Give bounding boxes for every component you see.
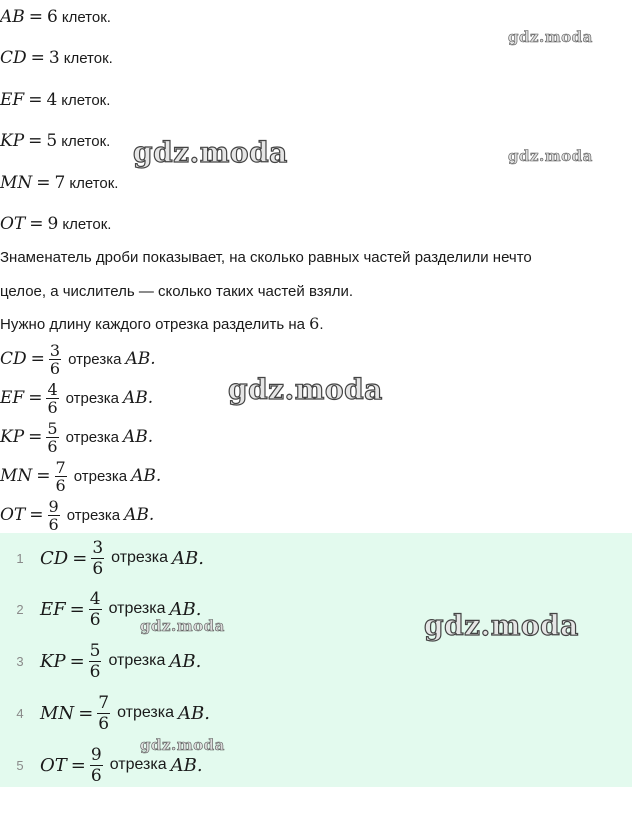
numerator: 9 <box>48 496 59 516</box>
cell-count: 9 <box>47 214 59 234</box>
segment-name: OT <box>40 754 67 776</box>
watermark: gdz.moda <box>133 136 288 169</box>
line-number: 2 <box>16 601 24 617</box>
segment-name: EF <box>40 598 66 620</box>
answer-row <box>0 636 201 686</box>
count-line-cd <box>0 45 113 71</box>
numerator: 3 <box>92 537 104 558</box>
equals-sign: = <box>69 598 85 620</box>
watermark: gdz.moda <box>508 28 593 46</box>
equals-sign: = <box>28 427 43 447</box>
fraction-word: отрезка <box>108 600 166 617</box>
cell-count: 4 <box>46 90 58 110</box>
equals-sign: = <box>30 349 45 369</box>
fraction <box>89 589 102 630</box>
answer-row <box>0 688 210 738</box>
denominator: 6 <box>47 397 58 417</box>
fraction-word: отрезка <box>66 506 121 524</box>
equals-sign: = <box>69 650 85 672</box>
line-number: 5 <box>16 757 24 773</box>
numerator: 9 <box>90 744 102 765</box>
fraction-word: отрезка <box>73 467 128 485</box>
explanation-line-1: Знаменатель дроби показывает, на сколько равных частей разделили нечто <box>0 249 532 266</box>
equals-sign: = <box>28 388 43 408</box>
cell-word: клеток. <box>69 174 119 192</box>
watermark: gdz.moda <box>140 617 225 635</box>
numerator: 5 <box>89 640 101 661</box>
fraction <box>91 538 104 579</box>
fraction <box>46 381 58 416</box>
fraction <box>49 342 61 377</box>
cell-count: 5 <box>46 131 58 151</box>
watermark: gdz.moda <box>140 736 225 754</box>
fraction-word: отрезка <box>117 704 175 721</box>
segment-name: OT <box>0 505 26 525</box>
cell-count: 3 <box>48 48 60 68</box>
cell-count: 7 <box>54 173 66 193</box>
denominator: 6 <box>90 765 102 786</box>
denominator: 6 <box>89 609 101 630</box>
divisor-number: 6 <box>309 314 320 333</box>
reference-segment: AB. <box>169 598 202 620</box>
reference-segment: AB. <box>125 349 156 369</box>
watermark: gdz.moda <box>424 609 579 642</box>
fraction-line-cd <box>0 340 156 378</box>
cell-word: клеток. <box>61 8 111 26</box>
cell-word: клеток. <box>61 91 111 109</box>
equals-sign: = <box>70 754 86 776</box>
reference-segment: AB. <box>123 388 154 408</box>
segment-name: CD <box>40 547 69 569</box>
reference-segment: AB. <box>169 650 202 672</box>
fraction <box>89 641 102 682</box>
cell-word: клеток. <box>63 49 113 67</box>
numerator: 5 <box>47 418 58 438</box>
reference-segment: AB. <box>131 466 162 486</box>
line-number: 3 <box>16 653 24 669</box>
fraction <box>46 420 58 455</box>
segment-name: OT <box>0 214 26 234</box>
segment-name: CD <box>0 48 27 68</box>
segment-name: KP <box>0 131 25 151</box>
explanation-text: Нужно длину каждого отрезка разделить на <box>0 316 305 333</box>
period: . <box>319 316 324 333</box>
count-line-kp <box>0 128 110 154</box>
fraction <box>97 693 110 734</box>
fraction-word: отрезка <box>65 389 120 407</box>
segment-name: AB <box>0 7 25 27</box>
cell-count: 6 <box>47 7 58 27</box>
segment-name: MN <box>0 466 33 486</box>
equals-sign: = <box>28 131 43 151</box>
fraction-word: отрезка <box>108 652 166 669</box>
denominator: 6 <box>98 713 110 734</box>
explanation-line-2: целое, а числитель — сколько таких частей взяли. <box>0 283 354 300</box>
equals-sign: = <box>29 214 44 234</box>
fraction-word: отрезка <box>111 549 169 566</box>
equals-sign: = <box>30 48 45 68</box>
segment-name: CD <box>0 349 27 369</box>
watermark: gdz.moda <box>228 373 383 406</box>
denominator: 6 <box>49 358 61 378</box>
reference-segment: AB. <box>124 505 155 525</box>
denominator: 6 <box>55 475 66 495</box>
numerator: 3 <box>49 340 61 360</box>
reference-segment: AB. <box>170 754 203 776</box>
reference-segment: AB. <box>178 702 210 724</box>
answer-block <box>0 533 632 787</box>
line-number: 4 <box>16 705 24 721</box>
segment-name: MN <box>40 702 75 724</box>
count-line-ef <box>0 87 110 113</box>
reference-segment: AB. <box>122 427 154 447</box>
denominator: 6 <box>48 514 59 534</box>
numerator: 7 <box>98 692 110 713</box>
count-line-ot <box>0 211 111 237</box>
reference-segment: AB. <box>172 547 204 569</box>
denominator: 6 <box>89 661 101 682</box>
fraction <box>90 745 103 786</box>
fraction-word: отрезка <box>68 350 122 368</box>
fraction-line-ot <box>0 496 155 534</box>
count-line-mn <box>0 170 118 196</box>
equals-sign: = <box>36 173 51 193</box>
answer-row <box>0 533 204 583</box>
segment-name: KP <box>0 427 25 447</box>
segment-name: EF <box>0 388 25 408</box>
explanation-line-3 <box>0 314 324 333</box>
numerator: 7 <box>55 457 66 477</box>
denominator: 6 <box>47 436 58 456</box>
numerator: 4 <box>89 588 101 609</box>
segment-name: EF <box>0 90 25 110</box>
segment-name: MN <box>0 173 33 193</box>
fraction-word: отрезка <box>109 756 167 773</box>
equals-sign: = <box>36 466 51 486</box>
fraction-word: отрезка <box>65 428 119 446</box>
watermark: gdz.moda <box>508 147 593 165</box>
equals-sign: = <box>72 547 88 569</box>
equals-sign: = <box>78 702 94 724</box>
fraction-line-ef <box>0 379 154 417</box>
equals-sign: = <box>29 505 44 525</box>
denominator: 6 <box>92 558 104 579</box>
fraction-line-mn <box>0 457 162 495</box>
fraction <box>55 459 67 494</box>
equals-sign: = <box>28 7 44 27</box>
count-line-ab <box>0 4 111 30</box>
equals-sign: = <box>28 90 43 110</box>
fraction-line-kp <box>0 418 154 456</box>
fraction <box>48 498 60 533</box>
numerator: 4 <box>47 379 58 399</box>
cell-word: клеток. <box>61 132 111 150</box>
line-number: 1 <box>16 550 24 566</box>
cell-word: клеток. <box>62 215 112 233</box>
segment-name: KP <box>40 650 66 672</box>
